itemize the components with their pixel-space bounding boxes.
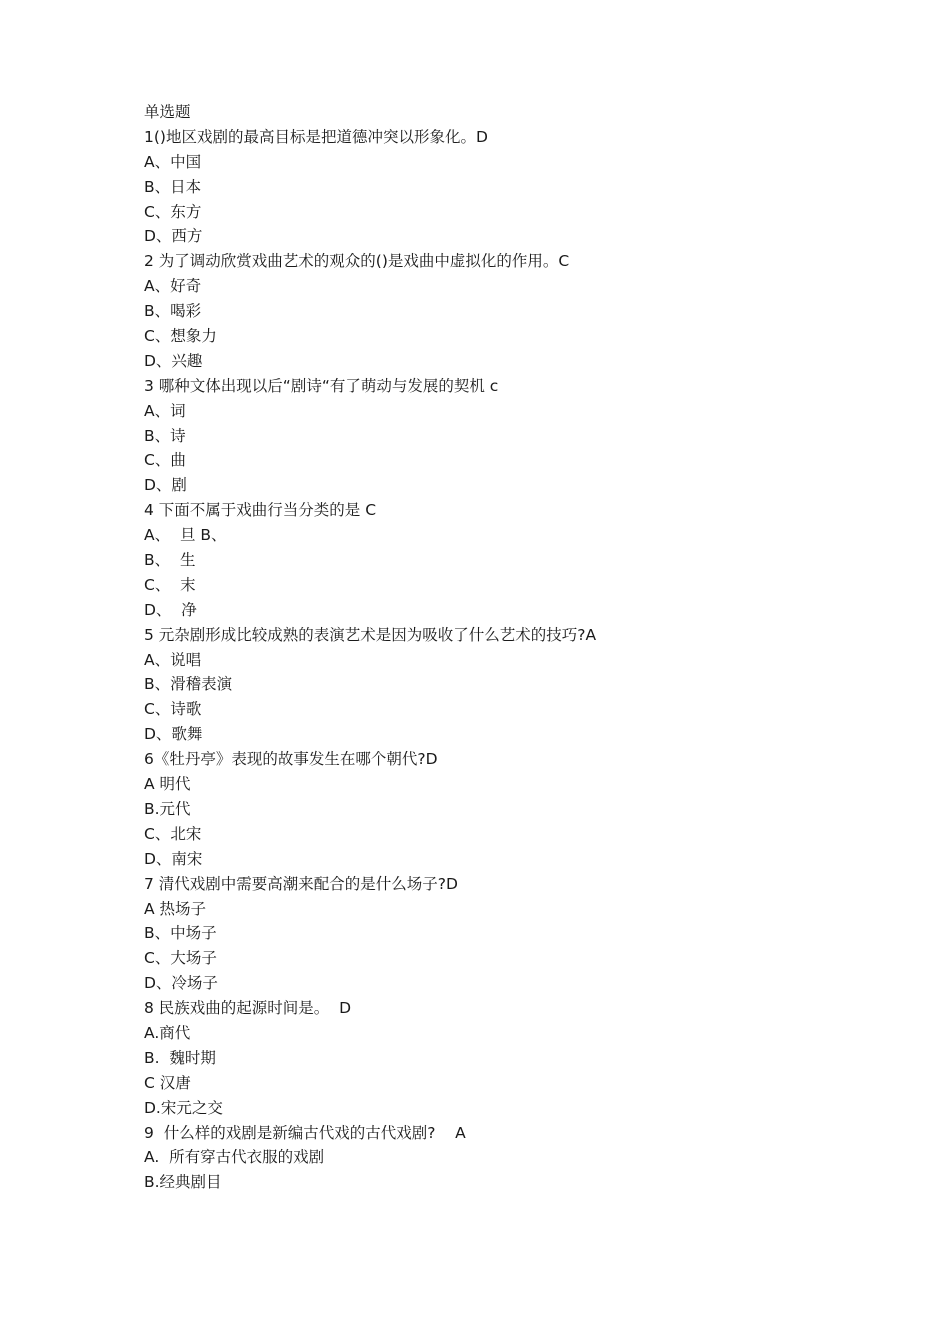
answer-option: D、剧 [144, 476, 187, 495]
answer-option: A、 旦 B、 [144, 526, 227, 545]
answer-option: B.经典剧目 [144, 1173, 222, 1192]
document-body [144, 100, 844, 1195]
section-heading: 单选题 [144, 103, 191, 121]
answer-option: A. 所有穿古代衣服的戏剧 [144, 1148, 325, 1167]
answer-option: D、西方 [144, 227, 203, 246]
answer-option: B、日本 [144, 177, 202, 196]
answer-option: A.商代 [144, 1023, 191, 1042]
answer-option: A 热场子 [144, 899, 207, 918]
answer-option: C、想象力 [144, 327, 217, 346]
answer-option: C、诗歌 [144, 700, 202, 719]
answer-option: D、南宋 [144, 849, 203, 868]
answer-option: D.宋元之交 [144, 1098, 223, 1117]
answer-option: B. 魏时期 [144, 1048, 216, 1067]
question-stem: 4 下面不属于戏曲行当分类的是 C [144, 501, 377, 520]
answer-option: C、东方 [144, 202, 202, 221]
answer-option: C、 末 [144, 575, 196, 594]
answer-option: A、中国 [144, 152, 202, 171]
answer-option: D、歌舞 [144, 725, 203, 744]
answer-option: B、 生 [144, 551, 196, 570]
question-stem: 9 什么样的戏剧是新编古代戏的古代戏剧? A [144, 1123, 466, 1142]
question-stem: 2 为了调动欣赏戏曲艺术的观众的()是戏曲中虚拟化的作用。C [144, 252, 570, 271]
answer-option: C、大场子 [144, 949, 217, 968]
answer-option: B、喝彩 [144, 302, 202, 321]
answer-option: B、诗 [144, 426, 186, 445]
answer-option: A、好奇 [144, 277, 202, 296]
answer-option: D、兴趣 [144, 351, 203, 370]
question-stem: 8 民族戏曲的起源时间是。 D [144, 999, 352, 1018]
question-stem: 1()地区戏剧的最高目标是把道德冲突以形象化。D [144, 127, 488, 146]
answer-option: A 明代 [144, 775, 191, 794]
answer-option: B、中场子 [144, 924, 217, 943]
question-stem: 5 元杂剧形成比较成熟的表演艺术是因为吸收了什么艺术的技巧?A [144, 625, 597, 644]
answer-option: D、冷场子 [144, 974, 218, 993]
question-stem: 3 哪种文体出现以后“剧诗“有了萌动与发展的契机 c [144, 376, 499, 395]
answer-option: C、北宋 [144, 824, 202, 843]
answer-option: B、滑稽表演 [144, 675, 233, 694]
answer-option: A、说唱 [144, 650, 202, 669]
answer-option: A、词 [144, 401, 186, 420]
answer-option: B.元代 [144, 799, 191, 818]
question-stem: 6《牡丹亭》表现的故事发生在哪个朝代?D [144, 750, 438, 769]
answer-option: C 汉唐 [144, 1073, 191, 1092]
answer-option: D、 净 [144, 600, 197, 619]
question-stem: 7 清代戏剧中需要高潮来配合的是什么场子?D [144, 874, 458, 893]
answer-option: C、曲 [144, 451, 186, 470]
